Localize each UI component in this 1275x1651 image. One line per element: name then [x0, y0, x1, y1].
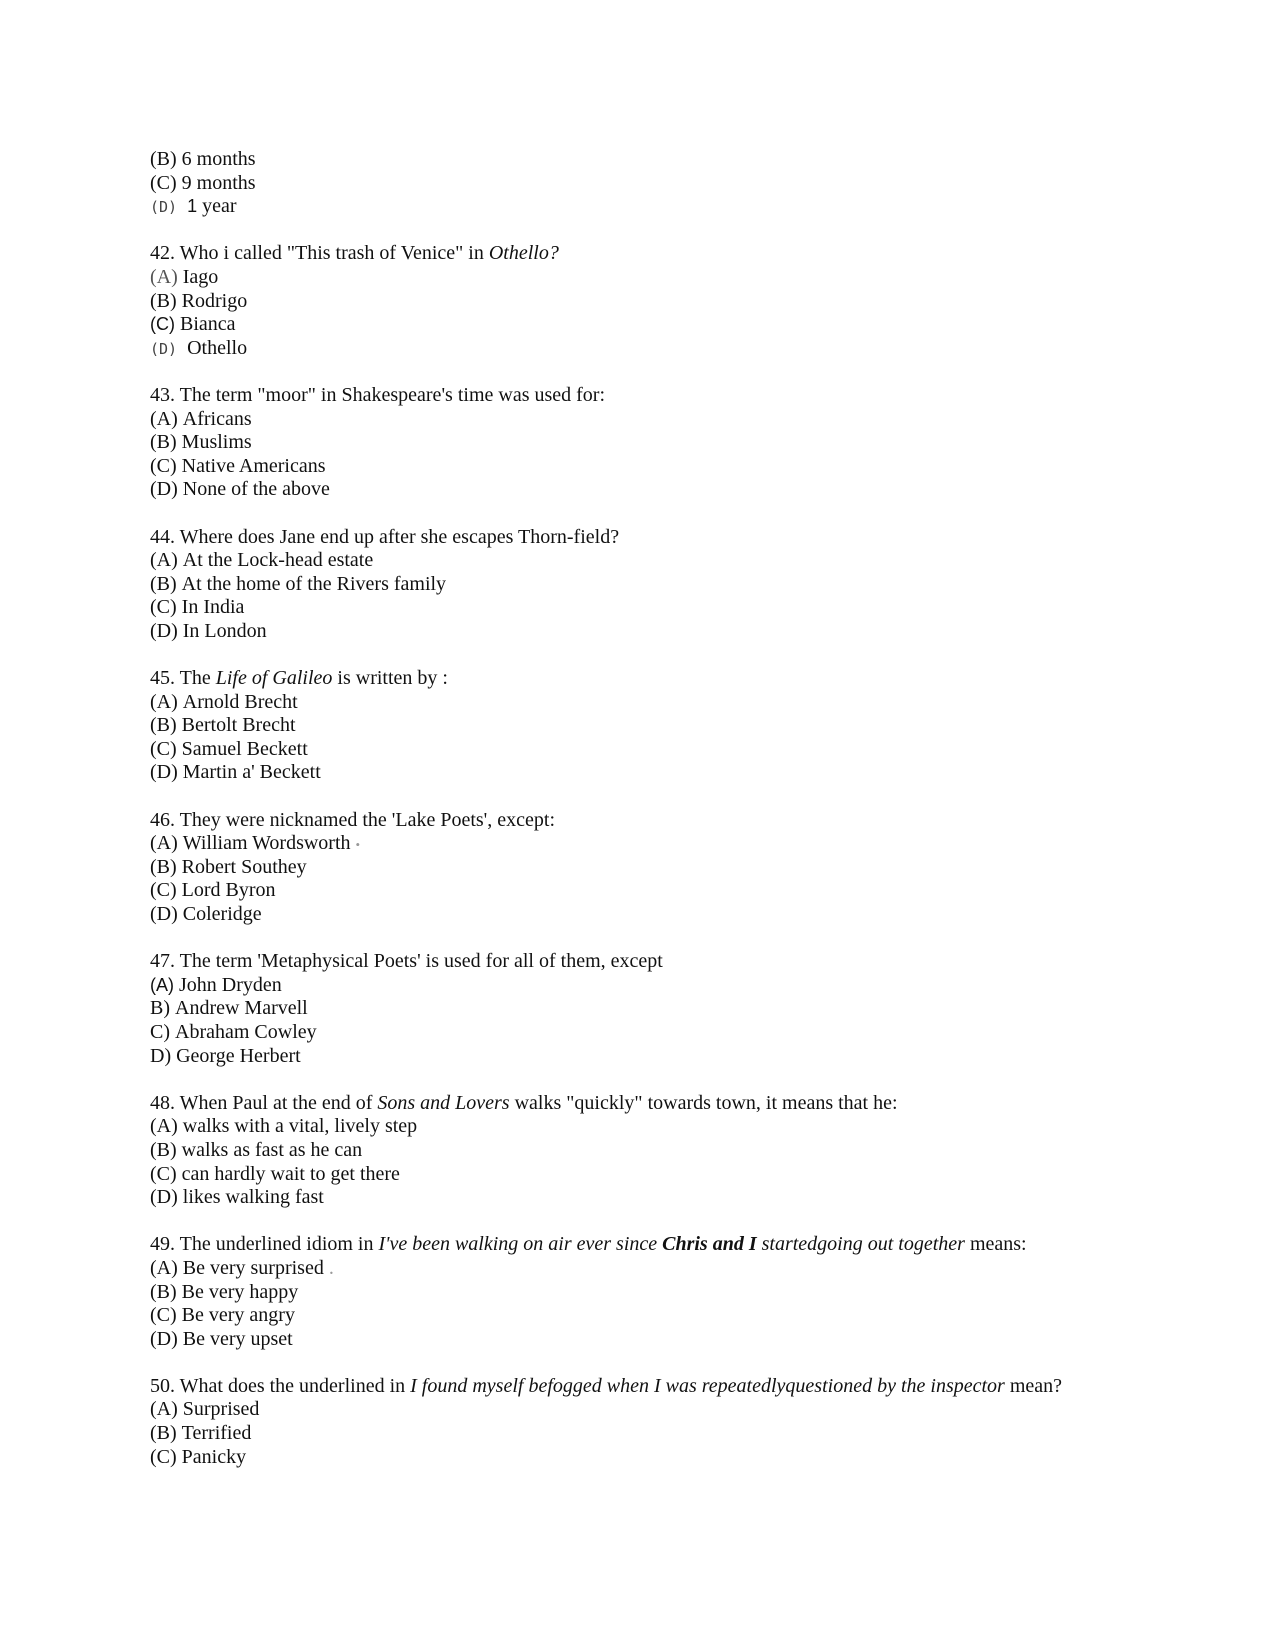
option-c: (C) Bianca: [150, 313, 236, 336]
option-d: (D) Be very upset: [150, 1327, 293, 1350]
option-a: (A) John Dryden: [150, 973, 282, 996]
question-stem: 45. The Life of Galileo is written by :: [150, 667, 448, 690]
option-d: (D) 1 year: [150, 195, 237, 218]
option-c: (C) Native Americans: [150, 454, 326, 477]
option-a: (A) Iago: [150, 265, 219, 288]
option-b: (B) Robert Southey: [150, 855, 307, 878]
option-a: (A) walks with a vital, lively step: [150, 1115, 418, 1138]
question-46: [150, 809, 1250, 927]
option-d: (D) Coleridge: [150, 903, 262, 925]
question-stem: 49. The underlined idiom in I've been walking on air ever since Chris and I startedgoing out together means:: [150, 1233, 1027, 1256]
question-43: [150, 384, 1250, 502]
question-44: [150, 526, 1250, 644]
option-b: (B) 6 months: [150, 148, 256, 170]
option-d: (D) Othello: [150, 336, 248, 359]
option-b: (B) At the home of the Rivers family: [150, 572, 447, 595]
option-a: (A) Surprised: [150, 1398, 260, 1421]
option-a: (A) William Wordsworth •: [150, 832, 361, 855]
question-stem: 43. The term "moor" in Shakespeare's time was used for:: [150, 383, 606, 406]
option-a: (A) Be very surprised .: [150, 1256, 334, 1279]
question-list: [150, 148, 1250, 1469]
question-stem: 50. What does the underlined in I found myself befogged when I was repeatedlyquestioned by the inspector mean?: [150, 1374, 1063, 1397]
question-47: [150, 950, 1250, 1068]
option-d: (D) Martin a' Beckett: [150, 761, 321, 784]
question-45: [150, 667, 1250, 785]
option-a: (A) Arnold Brecht: [150, 690, 298, 713]
option-c: (C) Be very angry: [150, 1304, 295, 1327]
option-c: (C) Samuel Beckett: [150, 737, 308, 760]
question-stem: 47. The term 'Metaphysical Poets' is used for all of them, except: [150, 950, 663, 973]
question-42: [150, 242, 1250, 360]
question-50: [150, 1375, 1250, 1469]
option-a: (A) Africans: [150, 407, 252, 430]
question-stem: 42. Who i called "This trash of Venice" in Othello?: [150, 242, 559, 265]
option-b: (B) Muslims: [150, 431, 252, 454]
option-c: (C) Panicky: [150, 1445, 247, 1468]
option-a: (A) At the Lock-head estate: [150, 549, 374, 572]
option-b: (B) Terrified: [150, 1422, 252, 1445]
question-stem: 46. They were nicknamed the 'Lake Poets', except:: [150, 808, 556, 831]
option-b: B) Andrew Marvell: [150, 997, 308, 1020]
option-d: D) George Herbert: [150, 1044, 301, 1067]
option-d: (D) None of the above: [150, 478, 330, 501]
option-c: (C) Lord Byron: [150, 879, 276, 902]
option-c: (C) 9 months: [150, 171, 256, 194]
option-b: (B) Bertolt Brecht: [150, 714, 296, 737]
option-c: C) Abraham Cowley: [150, 1020, 317, 1043]
option-b: (B) Be very happy: [150, 1280, 299, 1303]
option-c: (C) In India: [150, 596, 245, 619]
question-48: [150, 1092, 1250, 1210]
option-d: (D) likes walking fast: [150, 1186, 324, 1209]
question-stem: 48. When Paul at the end of Sons and Lovers walks "quickly" towards town, it means that he:: [150, 1091, 898, 1114]
question-stem: 44. Where does Jane end up after she escapes Thorn-field?: [150, 525, 620, 548]
carryover-options: [150, 148, 1250, 219]
stray-mark: •: [355, 837, 361, 853]
option-d: (D) In London: [150, 619, 267, 642]
option-c: (C) can hardly wait to get there: [150, 1162, 400, 1185]
option-b: (B) walks as fast as he can: [150, 1138, 363, 1161]
stray-mark: .: [328, 1256, 334, 1279]
option-b: (B) Rodrigo: [150, 289, 248, 312]
question-49: [150, 1233, 1250, 1351]
